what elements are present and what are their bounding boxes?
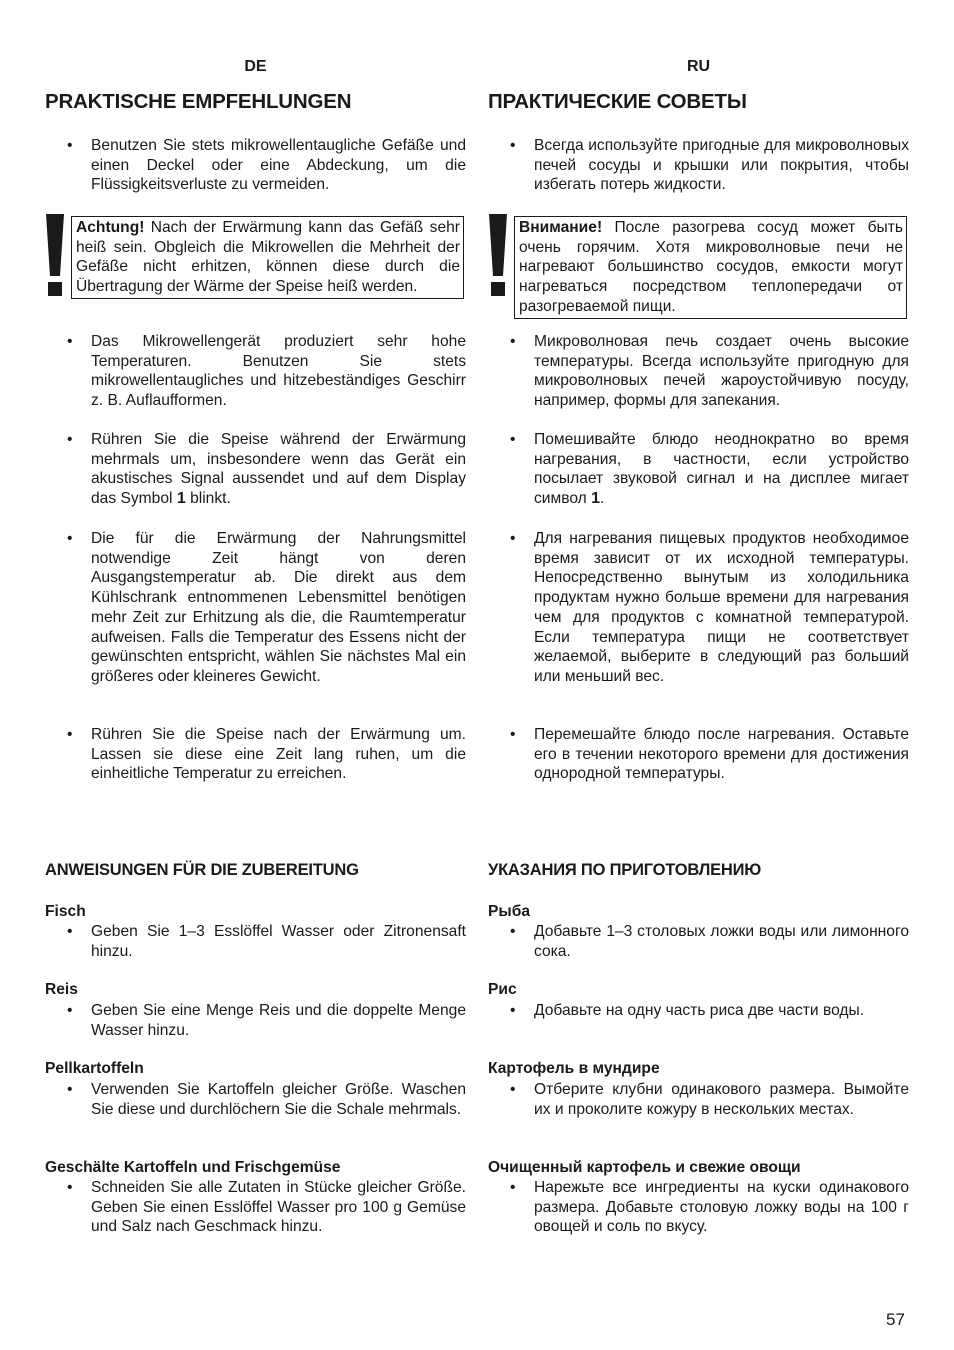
bullet-icon: • bbox=[510, 1179, 516, 1196]
prep-heading-rice: Рис bbox=[488, 981, 517, 998]
warning-text: После разогрева сосуд может быть очень горячим. Хотя микроволновые печи не нагревают большинство сосудов, емкости могут нагреваться посредством теплопередачи от разогреваемой пищи. bbox=[519, 219, 903, 315]
bullet-icon: • bbox=[67, 923, 73, 940]
bullet-icon: • bbox=[67, 726, 73, 743]
list-item: • Отберите клубни одинакового размера. Вымойте их и проколите кожуру в нескольких местах. bbox=[510, 1081, 909, 1118]
language-label: RU bbox=[686, 58, 711, 75]
bullet-icon: • bbox=[510, 333, 516, 350]
list-item: • Rühren Sie die Speise während der Erwärmung mehrmals um, insbesondere wenn das Gerät ein akustisches Signal aussendet und auf dem Display das Symbol 1 blinkt. bbox=[67, 431, 466, 508]
bullet-icon: • bbox=[510, 726, 516, 743]
list-item: • Verwenden Sie Kartoffeln gleicher Größe. Waschen Sie diese und durchlöchern Sie die Schale mehrmals. bbox=[67, 1081, 466, 1118]
list-item: • Нарежьте все ингредиенты на куски одинакового размера. Добавьте столовую ложку воды на 100 г овощей и соль по вкусу. bbox=[510, 1179, 909, 1236]
bullet-icon: • bbox=[67, 1081, 73, 1098]
list-item: • Das Mikrowellengerät produziert sehr hohe Temperaturen. Benutzen Sie stets mikrowellentaugliches und hitzebeständiges Geschirr z. B. Auflaufformen. bbox=[67, 333, 466, 410]
bullet-icon: • bbox=[510, 137, 516, 154]
list-item: • Добавьте 1–3 столовых ложки воды или лимонного сока. bbox=[510, 923, 909, 960]
section-title: PRAKTISCHE EMPFEHLUNGEN bbox=[45, 90, 352, 113]
bullet-icon: • bbox=[67, 137, 73, 154]
warning-label: Внимание! bbox=[519, 219, 603, 236]
prep-heading-fish: Рыба bbox=[488, 903, 531, 920]
list-item: • Перемешайте блюдо после нагревания. Оставьте его в течении некоторого времени для достижения однородной температуры. bbox=[510, 726, 909, 783]
bullet-icon: • bbox=[67, 1179, 73, 1196]
bullet-icon: • bbox=[510, 530, 516, 547]
bullet-icon: • bbox=[67, 333, 73, 350]
language-label: DE bbox=[244, 58, 267, 75]
subsection-title: УКАЗАНИЯ ПО ПРИГОТОВЛЕНИЮ bbox=[488, 861, 762, 879]
warning-box bbox=[71, 216, 464, 299]
warning-exclamation-icon bbox=[45, 214, 65, 298]
prep-heading-jacket-potatoes: Pellkartoffeln bbox=[45, 1060, 144, 1077]
prep-heading-peeled-potatoes: Geschälte Kartoffeln und Frischgemüse bbox=[45, 1159, 341, 1176]
list-item: • Geben Sie eine Menge Reis und die doppelte Menge Wasser hinzu. bbox=[67, 1002, 466, 1039]
list-item: • Помешивайте блюдо неоднократно во время нагревания, в частности, если устройство посылает звуковой сигнал и на дисплее мигает символ 1. bbox=[510, 431, 909, 508]
prep-heading-peeled-potatoes: Очищенный картофель и свежие овощи bbox=[488, 1159, 801, 1176]
list-item: • Geben Sie 1–3 Esslöffel Wasser oder Zitronensaft hinzu. bbox=[67, 923, 466, 960]
bullet-icon: • bbox=[67, 431, 73, 448]
warning-box bbox=[514, 216, 907, 319]
list-item: • Benutzen Sie stets mikrowellentaugliche Gefäße und einen Deckel oder eine Abdeckung, um die Flüssigkeitsverluste zu vermeiden. bbox=[67, 137, 466, 194]
page-number: 57 bbox=[886, 1310, 905, 1329]
list-item: • Всегда используйте пригодные для микроволновых печей сосуды и крышки или покрытия, чтобы избегать потерь жидкости. bbox=[510, 137, 909, 194]
list-item: • Для нагревания пищевых продуктов необходимое время зависит от их исходной температуры. Непосредственно вынутым из холодильника продуктам нужно больше времени для нагревания чем для продуктов с комнатной температурой. Если температура пищи не соответствует желаемой, выберите в следующий раз больший или меньший вес. bbox=[510, 530, 909, 685]
bullet-icon: • bbox=[510, 1081, 516, 1098]
bullet-icon: • bbox=[510, 1002, 516, 1019]
bullet-icon: • bbox=[510, 923, 516, 940]
bullet-icon: • bbox=[67, 1002, 73, 1019]
bullet-icon: • bbox=[510, 431, 516, 448]
prep-heading-jacket-potatoes: Картофель в мундире bbox=[488, 1060, 660, 1077]
display-symbol-icon: 1 bbox=[176, 490, 186, 508]
list-item: • Rühren Sie die Speise nach der Erwärmung um. Lassen sie diese eine Zeit lang ruhen, um die einheitliche Temperatur zu erreichen. bbox=[67, 726, 466, 783]
prep-heading-fish: Fisch bbox=[45, 903, 86, 920]
list-item: • Schneiden Sie alle Zutaten in Stücke gleicher Größe. Geben Sie einen Esslöffel Wasser pro 100 g Gemüse und Salz nach Geschmack hinzu. bbox=[67, 1179, 466, 1236]
list-item: • Микроволновая печь создает очень высокие температуры. Всегда используйте пригодную для микроволновых печей жароустойчивую посуду, например, формы для запекания. bbox=[510, 333, 909, 410]
list-item: • Die für die Erwärmung der Nahrungsmittel notwendige Zeit hängt von deren Ausgangstemperatur ab. Die direkt aus dem Kühlschrank entnommenen Lebensmittel benötigen mehr Zeit zur Erhitzung als die, die Raumtemperatur aufweisen. Falls die Temperatur des Essens nicht der gewünschten entspricht, wählen Sie nächstes Mal ein größeres oder kleineres Gewicht. bbox=[67, 530, 466, 685]
prep-heading-rice: Reis bbox=[45, 981, 78, 998]
warning-text: Nach der Erwärmung kann das Gefäß sehr heiß sein. Obgleich die Mikrowellen die Mehrheit der Gefäße nicht erhitzen, können diese durch die Übertragung der Wärme der Speise heiß werden. bbox=[76, 219, 460, 296]
section-title: ПРАКТИЧЕСКИЕ СОВЕТЫ bbox=[488, 90, 747, 113]
list-item: • Добавьте на одну часть риса две части воды. bbox=[510, 1002, 865, 1019]
warning-label: Achtung! bbox=[76, 219, 145, 236]
subsection-title: ANWEISUNGEN FÜR DIE ZUBEREITUNG bbox=[45, 861, 359, 879]
display-symbol-icon: 1 bbox=[591, 490, 601, 508]
warning-exclamation-icon bbox=[488, 214, 508, 298]
bullet-icon: • bbox=[67, 530, 73, 547]
